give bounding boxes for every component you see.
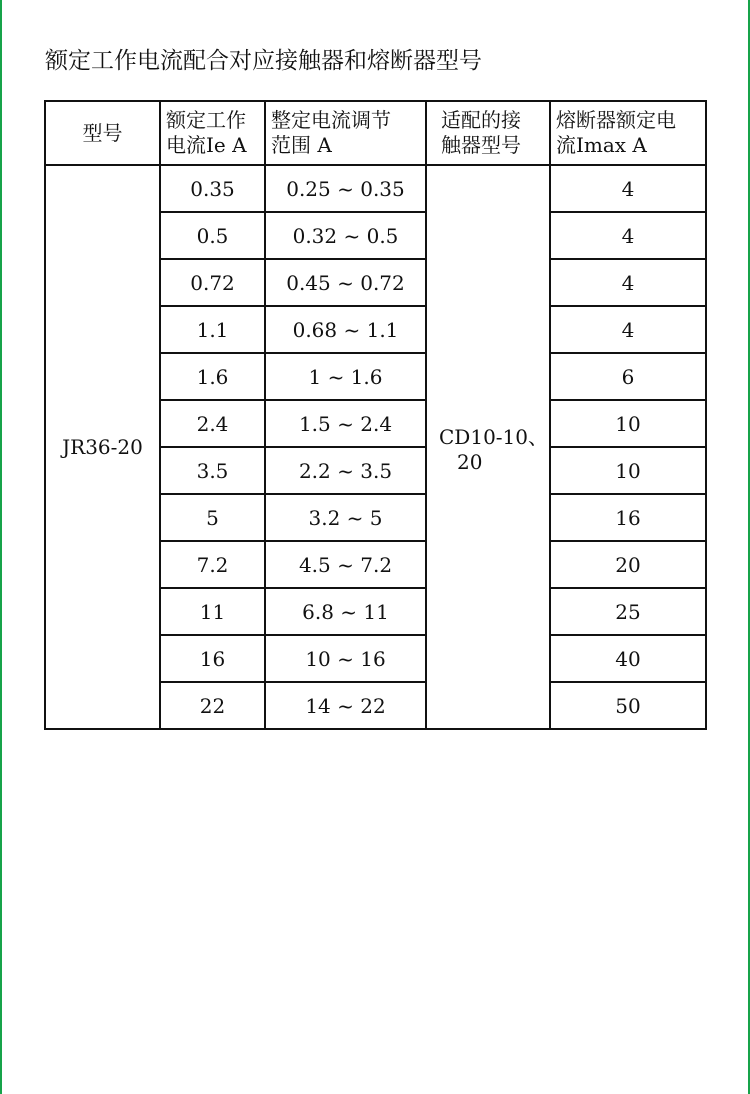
fuse-current-cell: 4 — [550, 306, 706, 353]
fuse-current-cell: 40 — [550, 635, 706, 682]
header-setting-range-line2: 范围 A — [271, 133, 332, 157]
rated-current-cell: 0.5 — [160, 212, 265, 259]
header-fuse-line2: 流Imax A — [556, 133, 647, 157]
header-contactor-line1: 适配的接 — [441, 108, 521, 132]
contactor-cell — [426, 165, 550, 729]
rated-current-cell: 2.4 — [160, 400, 265, 447]
setting-range-cell: 0.25 ~ 0.35 — [265, 165, 426, 212]
rated-current-cell: 0.72 — [160, 259, 265, 306]
fuse-current-cell: 4 — [550, 212, 706, 259]
header-fuse — [550, 101, 706, 165]
model-cell — [45, 165, 160, 729]
rated-current-cell: 16 — [160, 635, 265, 682]
header-rated-current — [160, 101, 265, 165]
table-header-row — [45, 101, 706, 165]
setting-range-cell: 4.5 ~ 7.2 — [265, 541, 426, 588]
rated-current-cell: 22 — [160, 682, 265, 729]
fuse-current-cell: 20 — [550, 541, 706, 588]
header-setting-range-line1: 整定电流调节 — [271, 108, 391, 132]
model-value: JR36-20 — [62, 435, 143, 459]
rated-current-cell: 7.2 — [160, 541, 265, 588]
fuse-current-cell: 4 — [550, 259, 706, 306]
table-row — [45, 165, 706, 212]
setting-range-cell: 0.32 ~ 0.5 — [265, 212, 426, 259]
fuse-current-cell: 10 — [550, 400, 706, 447]
header-rated-current-line1: 额定工作 — [166, 108, 246, 132]
fuse-current-cell: 6 — [550, 353, 706, 400]
fuse-current-cell: 50 — [550, 682, 706, 729]
fuse-current-cell: 16 — [550, 494, 706, 541]
rated-current-cell: 5 — [160, 494, 265, 541]
fuse-current-cell: 25 — [550, 588, 706, 635]
contactor-value-line2: 20 — [457, 449, 483, 474]
setting-range-cell: 0.45 ~ 0.72 — [265, 259, 426, 306]
header-contactor — [426, 101, 550, 165]
fuse-current-cell: 4 — [550, 165, 706, 212]
page-title: 额定工作电流配合对应接触器和熔断器型号 — [45, 48, 482, 74]
rated-current-cell: 0.35 — [160, 165, 265, 212]
page-frame-left-border — [0, 0, 2, 1094]
header-setting-range — [265, 101, 426, 165]
setting-range-cell: 3.2 ~ 5 — [265, 494, 426, 541]
rated-current-cell: 11 — [160, 588, 265, 635]
header-model-label: 型号 — [82, 120, 123, 145]
header-rated-current-line2: 电流Ie A — [166, 133, 247, 157]
fuse-current-cell: 10 — [550, 447, 706, 494]
setting-range-cell: 1 ~ 1.6 — [265, 353, 426, 400]
rated-current-cell: 1.1 — [160, 306, 265, 353]
setting-range-cell: 6.8 ~ 11 — [265, 588, 426, 635]
setting-range-cell: 1.5 ~ 2.4 — [265, 400, 426, 447]
header-model — [45, 101, 160, 165]
setting-range-cell: 14 ~ 22 — [265, 682, 426, 729]
setting-range-cell: 10 ~ 16 — [265, 635, 426, 682]
contactor-value-line1: CD10-10、 — [439, 424, 548, 449]
header-fuse-line1: 熔断器额定电 — [556, 108, 676, 132]
rated-current-cell: 3.5 — [160, 447, 265, 494]
header-contactor-line2: 触器型号 — [441, 133, 521, 157]
rated-current-cell: 1.6 — [160, 353, 265, 400]
setting-range-cell: 0.68 ~ 1.1 — [265, 306, 426, 353]
spec-table — [44, 100, 707, 730]
setting-range-cell: 2.2 ~ 3.5 — [265, 447, 426, 494]
